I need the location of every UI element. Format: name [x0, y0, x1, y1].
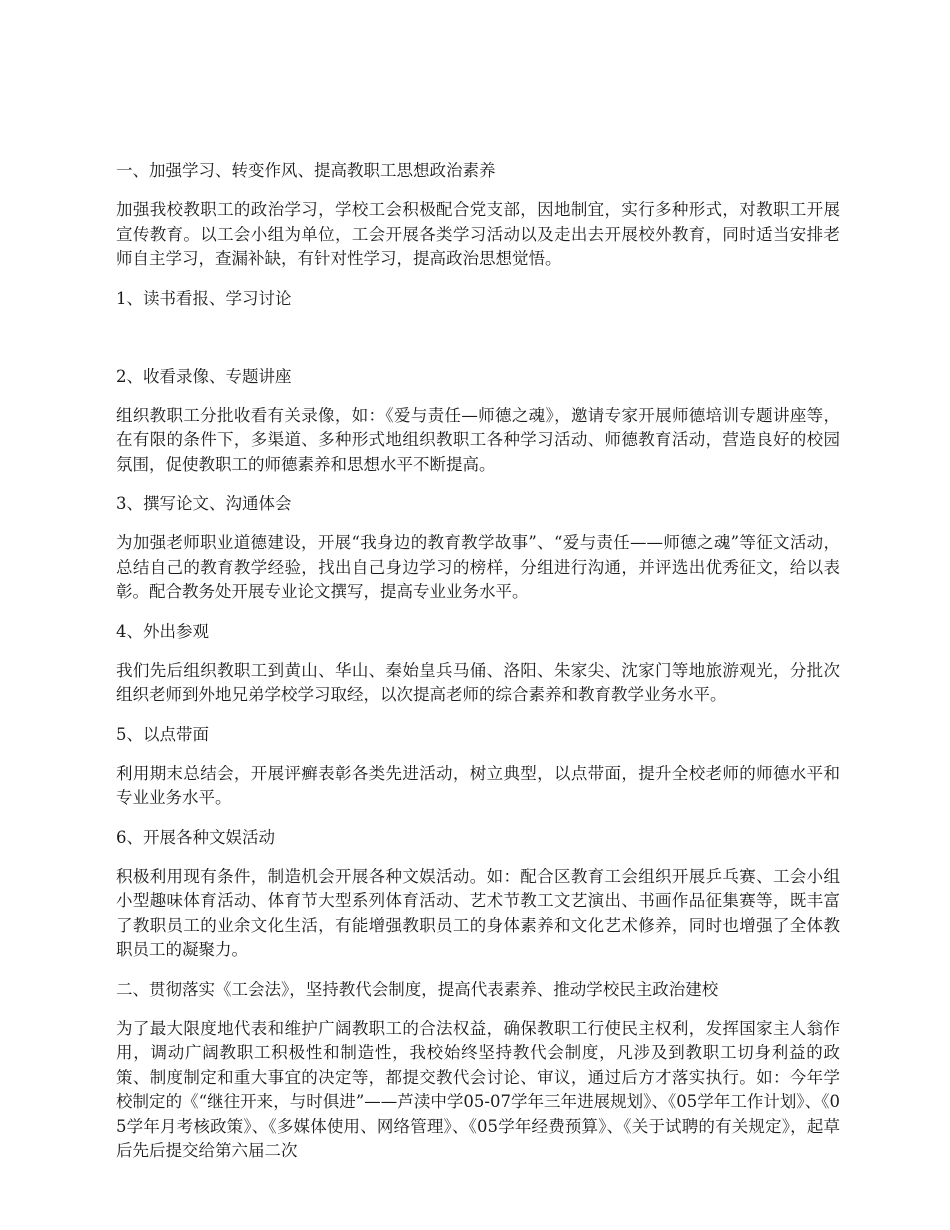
paragraph-video-lectures: 组织教职工分批收看有关录像，如：《爱与责任—师德之魂》，邀请专家开展师德培训专题讲座等，在有限的条件下，多渠道、多种形式地组织教职工各种学习活动、师德教育活动，营造良好的校园氛围，促使教职工的师德素养和思想水平不断提高。 — [116, 405, 840, 474]
subheading-essays: 3、撰写论文、沟通体会 — [116, 494, 292, 513]
paragraph-visits: 我们先后组织教职工到黄山、华山、秦始皇兵马俑、洛阳、朱家尖、沈家门等地旅游观光，分批次组织老师到外地兄弟学校学习取经，以次提高老师的综合素养和教育教学业务水平。 — [116, 660, 840, 704]
subheading-example: 5、以点带面 — [116, 724, 209, 744]
paragraph-congress: 为了最大限度地代表和维护广阔教职工的合法权益，确保教职工行使民主权利，发挥国家主人翁作用，调动广阔教职工积极性和制造性，我校始终坚持教代会制度，凡涉及到教职工切身利益的政策、制度制定和重大事宜的决定等，都提交教代会讨论、审议，通过后方才落实执行。如：今年学校制定的《“继往开来，与时俱进”——芦渎中学05-07学年三年进展规划》、《05学年工作计划》、《05学年月考核政策》、《多媒体使用、网络管理》、《05学年经费预算》、《关于试聘的有关规定》，起草后先后提交给第六届二次 — [116, 1018, 840, 1160]
document-body — [116, 158, 840, 1178]
paragraph-recreation: 积极利用现有条件，制造机会开展各种文娱活动。如：配合区教育工会组织开展乒乓赛、工会小组小型趣味体育活动、体育节大型系列体育活动、艺术节教工文艺演出、书画作品征集赛等，既丰富了教职员工的业余文化生活，有能增强教职员工的身体素养和文化艺术修养，同时也增强了全体教职员工的凝聚力。 — [116, 866, 840, 959]
blank-space — [116, 326, 840, 364]
paragraph-essays: 为加强老师职业道德建设，开展“我身边的教育教学故事”、“爱与责任——师德之魂”等征文活动，总结自己的教育教学经验，找出自己身边学习的榜样，分组进行沟通，并评选出优秀征文，给以表彰。配合教务处开展专业论文撰写，提高专业业务水平。 — [116, 533, 840, 601]
subheading-recreation: 6、开展各种文娱活动 — [116, 827, 275, 847]
section-heading-1: 一、加强学习、转变作风、提高教职工思想政治素养 — [116, 161, 496, 180]
paragraph-example: 利用期末总结会，开展评癣表彰各类先进活动，树立典型，以点带面，提升全校老师的师德水平和专业业务水平。 — [116, 763, 840, 807]
subheading-visits: 4、外出参观 — [116, 621, 209, 641]
subheading-reading: 1、读书看报、学习讨论 — [116, 288, 292, 308]
subheading-video-lectures: 2、收看录像、专题讲座 — [116, 366, 292, 386]
section-heading-2: 二、贯彻落实《工会法》，坚持教代会制度，提高代表素养、推动学校民主政治建校 — [116, 979, 719, 999]
paragraph-political-study: 加强我校教职工的政治学习，学校工会积极配合党支部，因地制宜，实行多种形式，对教职工开展宣传教育。以工会小组为单位，工会开展各类学习活动以及走出去开展校外教育，同时适当安排老师自主学习，查漏补缺，有针对性学习，提高政治思想觉悟。 — [116, 200, 840, 268]
